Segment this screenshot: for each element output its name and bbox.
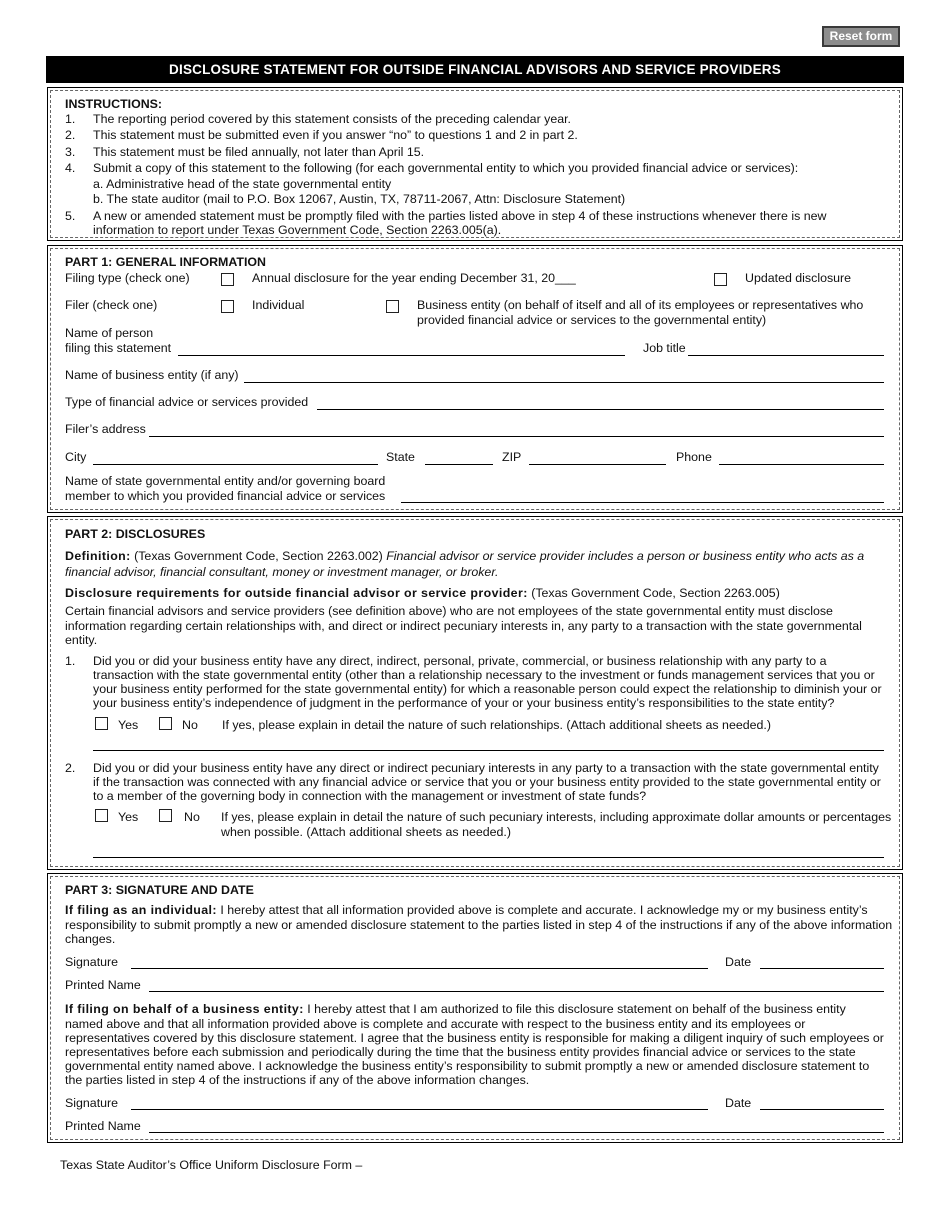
business-attestation-line5: governmental entity named above. I acknowledge the business entity’s responsibility to submit promptly a new or amended disclosure statement to [65, 1059, 870, 1073]
business-attestation-line6: the parties listed in step 4 of the instructions if any of the above information changes. [65, 1073, 530, 1087]
instruction-3: This statement must be filed annually, not later than April 15. [93, 145, 425, 159]
business-attestation-text: I hereby attest that I am authorized to file this disclosure statement on behalf of the business entity [307, 1002, 846, 1016]
individual-attestation-label: If filing as an individual: [65, 903, 217, 917]
question-1-line2: transaction with the state governmental entity (other than a relationship necessary to the investment or funds management services that you or [93, 668, 875, 682]
business-entity-checkbox[interactable] [386, 300, 399, 313]
instruction-4b: b. The state auditor (mail to P.O. Box 12067, Austin, TX, 78711-2067, Attn: Disclosure Statement) [93, 192, 626, 206]
question-2-no-checkbox[interactable] [159, 809, 172, 822]
person-name-label-line2: filing this statement [65, 341, 172, 355]
individual-checkbox[interactable] [221, 300, 234, 313]
individual-attestation-line1 [65, 903, 868, 919]
definition-cite: (Texas Government Code, Section 2263.002) [134, 549, 383, 563]
business-attestation-line3: representatives covered by this disclosure statement. I agree that the business entity is responsible for making a diligent inquiry of such employees or [65, 1031, 884, 1045]
question-2-line1: Did you or did your business entity have any direct or indirect pecuniary interests in any party to a transaction with the state governmental entity [93, 761, 879, 775]
question-1-line4: your business entity’s independence of judgment in the performance of your or your business entity’s responsibilities to the state entity? [93, 696, 835, 710]
requirements-heading [65, 586, 780, 602]
business-attestation-line2: named above and that all information provided above is complete and accurate with respect to the business entity and its employees or [65, 1017, 806, 1031]
business-entity-label-line2: provided financial advice or services to the governmental entity) [417, 313, 767, 327]
requirements-text-line2: information regarding certain relationships with, and direct or indirect pecuniary interests in, any party to a transaction with the state governmental [65, 619, 862, 633]
business-date-field[interactable] [760, 1109, 884, 1110]
city-field[interactable] [93, 464, 378, 465]
question-2-line3: to a member of the governing body in connection with the management or investment of state funds? [93, 789, 647, 803]
business-date-label: Date [725, 1096, 752, 1110]
state-label: State [386, 450, 415, 464]
service-type-field[interactable] [317, 409, 884, 410]
part3-heading: PART 3: SIGNATURE AND DATE [65, 883, 254, 897]
question-2-explain-line1: If yes, please explain in detail the nature of such pecuniary interests, including approximate dollar amounts or percentages [221, 810, 892, 824]
business-signature-field[interactable] [131, 1109, 708, 1110]
zip-field[interactable] [529, 464, 666, 465]
definition-text1: Financial advisor or service provider includes a person or business entity who acts as a [386, 549, 865, 563]
business-printed-name-label: Printed Name [65, 1119, 141, 1133]
individual-printed-name-field[interactable] [149, 991, 884, 992]
service-type-label: Type of financial advice or services provided [65, 395, 309, 409]
filer-label: Filer (check one) [65, 298, 158, 312]
individual-date-label: Date [725, 955, 752, 969]
question-2-explain-field[interactable] [93, 857, 884, 858]
business-attestation-line1 [65, 1002, 846, 1018]
individual-signature-label: Signature [65, 955, 119, 969]
individual-attestation-line2: responsibility to submit promptly a new or amended disclosure statement to the parties listed in step 4 of the instructions if any of the above information [65, 918, 893, 932]
individual-date-field[interactable] [760, 968, 884, 969]
individual-label: Individual [252, 298, 305, 312]
business-name-field[interactable] [244, 382, 884, 383]
question-1-line3: your business entity performed for the state governmental entity) for which a reasonable person could expect the relationship to diminish your or [93, 682, 882, 696]
question-2-explain-line2: when possible. (Attach additional sheets as needed.) [221, 825, 511, 839]
question-2-number: 2. [65, 761, 76, 775]
question-2-line2: if the transaction was connected with any financial advice or service that you or your business entity provided to the state governmental entity or [93, 775, 881, 789]
individual-attestation-line3: changes. [65, 932, 116, 946]
business-printed-name-field[interactable] [149, 1132, 884, 1133]
instruction-4a: a. Administrative head of the state governmental entity [93, 177, 392, 191]
business-name-label: Name of business entity (if any) [65, 368, 239, 382]
updated-disclosure-label: Updated disclosure [745, 271, 852, 285]
definition-line1 [65, 549, 864, 565]
question-1-explain-field[interactable] [93, 750, 884, 751]
entity-field[interactable] [401, 502, 884, 503]
annual-disclosure-label: Annual disclosure for the year ending December 31, 20___ [252, 271, 576, 285]
instructions-heading: INSTRUCTIONS: [65, 97, 163, 111]
business-signature-label: Signature [65, 1096, 119, 1110]
person-name-field[interactable] [178, 355, 625, 356]
person-name-label-line1: Name of person [65, 326, 154, 340]
footer: Texas State Auditor’s Office Uniform Disclosure Form – [60, 1158, 363, 1172]
phone-label: Phone [676, 450, 712, 464]
question-2-no-label: No [184, 810, 200, 824]
question-2-yes-checkbox[interactable] [95, 809, 108, 822]
instruction-number: 4. [65, 161, 76, 175]
question-1-yes-checkbox[interactable] [95, 717, 108, 730]
definition-label: Definition: [65, 549, 131, 563]
address-label: Filer’s address [65, 422, 146, 436]
individual-printed-name-label: Printed Name [65, 978, 141, 992]
address-field[interactable] [149, 436, 884, 437]
entity-label-line2: member to which you provided financial advice or services [65, 489, 386, 503]
instruction-number: 2. [65, 128, 76, 142]
question-1-no-checkbox[interactable] [159, 717, 172, 730]
entity-label-line1: Name of state governmental entity and/or governing board [65, 474, 386, 488]
part2-heading: PART 2: DISCLOSURES [65, 527, 206, 541]
business-attestation-line4: representatives before each submission and periodically during the time that the business entity provides financial advice or services to the state [65, 1045, 856, 1059]
city-label: City [65, 450, 87, 464]
instruction-2: This statement must be submitted even if you answer “no” to questions 1 and 2 in part 2. [93, 128, 578, 142]
filing-type-label: Filing type (check one) [65, 271, 190, 285]
state-field[interactable] [425, 464, 493, 465]
form-title: DISCLOSURE STATEMENT FOR OUTSIDE FINANCIAL ADVISORS AND SERVICE PROVIDERS [46, 56, 904, 83]
question-1-line1: Did you or did your business entity have any direct, indirect, personal, private, commercial, or business relationship with any party to a [93, 654, 827, 668]
requirements-cite: (Texas Government Code, Section 2263.005) [531, 586, 780, 600]
business-entity-label-line1: Business entity (on behalf of itself and all of its employees or representatives who [417, 298, 864, 312]
instruction-5-line2: information to report under Texas Government Code, Section 2263.005(a). [93, 223, 502, 237]
reset-form-button[interactable]: Reset form [822, 26, 900, 47]
question-1-yes-label: Yes [118, 718, 139, 732]
question-1-no-label: No [182, 718, 198, 732]
requirements-label: Disclosure requirements for outside financial advisor or service provider: [65, 586, 528, 600]
question-2-yes-label: Yes [118, 810, 139, 824]
updated-disclosure-checkbox[interactable] [714, 273, 727, 286]
definition-text2: financial advisor, financial consultant, money or investment manager, or broker. [65, 565, 499, 579]
individual-attestation-text: I hereby attest that all information provided above is complete and accurate. I acknowledge my or my business entity’s [220, 903, 868, 917]
job-title-field[interactable] [688, 355, 884, 356]
instruction-number: 1. [65, 112, 76, 126]
instruction-number: 3. [65, 145, 76, 159]
part1-heading: PART 1: GENERAL INFORMATION [65, 255, 267, 269]
zip-label: ZIP [502, 450, 522, 464]
requirements-text-line3: entity. [65, 633, 98, 647]
instruction-number: 5. [65, 209, 76, 223]
instruction-4: Submit a copy of this statement to the following (for each governmental entity to which you provided financial advice or services): [93, 161, 799, 175]
individual-signature-field[interactable] [131, 968, 708, 969]
business-attestation-label: If filing on behalf of a business entity: [65, 1002, 304, 1016]
annual-disclosure-checkbox[interactable] [221, 273, 234, 286]
phone-field[interactable] [719, 464, 884, 465]
question-1-number: 1. [65, 654, 76, 668]
question-1-explain: If yes, please explain in detail the nature of such relationships. (Attach additional sheets as needed.) [222, 718, 771, 732]
requirements-text-line1: Certain financial advisors and service providers (see definition above) who are not employees of the state governmental entity must disclose [65, 604, 833, 618]
job-title-label: Job title [643, 341, 686, 355]
instruction-1: The reporting period covered by this statement consists of the preceding calendar year. [93, 112, 571, 126]
instruction-5-line1: A new or amended statement must be promptly filed with the parties listed above in step 4 of these instructions whenever there is new [93, 209, 827, 223]
